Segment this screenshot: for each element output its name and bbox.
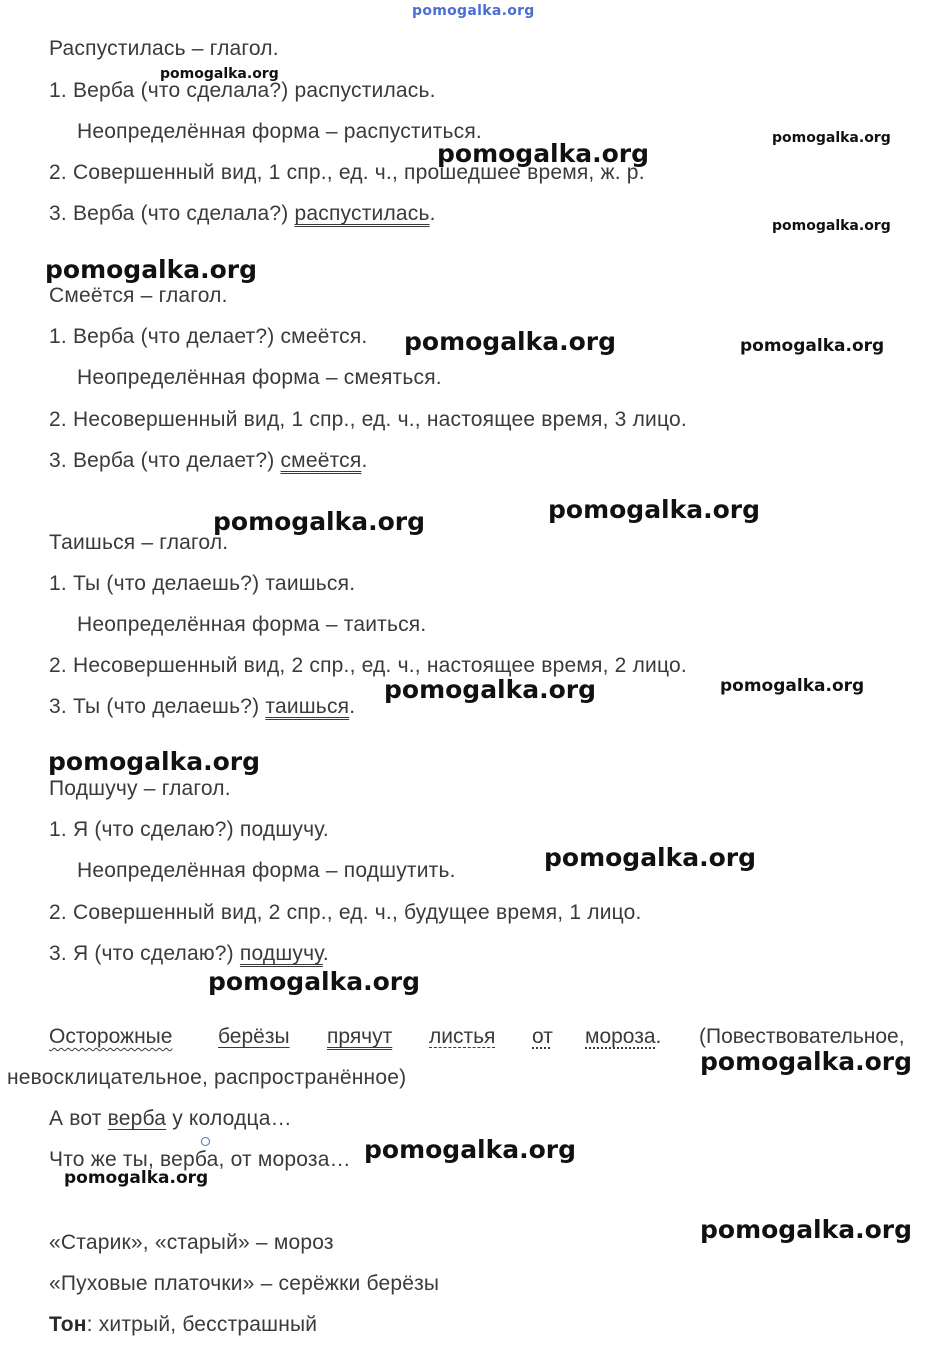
watermark: pomogalka.org [48,747,261,776]
block4-line4-suffix: . [322,942,329,965]
block3-line4-suffix: . [349,695,356,718]
watermark: pomogalka.org [772,218,891,234]
block4-predicate: подшучу [239,942,323,965]
watermark: pomogalka.org [544,843,757,872]
sentence-note-start: (Повествовательное, [699,1025,905,1048]
watermark: pomogalka.org [700,1215,913,1244]
watermark: pomogalka.org [404,327,617,356]
block2-line3: 2. Несовершенный вид, 1 спр., ед. ч., настоящее время, 3 лицо. [49,408,687,431]
block4-title: Подшучу – глагол. [49,777,231,800]
watermark: pomogalka.org [45,255,258,284]
watermark: pomogalka.org [364,1135,577,1164]
sentence-period: . [655,1025,662,1048]
poem-subject: верба [107,1107,167,1130]
poem-line1-prefix: А вот [49,1107,108,1130]
poem-line1-suffix: у колодца… [166,1107,292,1130]
block1-line4-prefix: 3. Верба (что сделала?) [49,202,295,225]
sentence-word-3 [327,1024,392,1050]
block4-line3: 2. Совершенный вид, 2 спр., ед. ч., будущее время, 1 лицо. [49,901,642,924]
sentence-note-end: невосклицательное, распространённое) [7,1066,407,1089]
watermark: pomogalka.org [160,66,279,82]
block4-line4-prefix: 3. Я (что сделаю?) [49,942,240,965]
sentence-word-4 [429,1024,495,1050]
block2-line4-prefix: 3. Верба (что делает?) [49,449,281,472]
block2-line4-suffix: . [361,449,368,472]
sentence-word-2 [218,1024,290,1050]
block3-predicate: таишься [265,695,350,718]
poem-line2: Что же ты, верба, от мороза… [49,1148,351,1171]
header-watermark: pomogalka.org [412,3,535,19]
block3-title: Таишься – глагол. [49,531,229,554]
watermark: pomogalka.org [548,495,761,524]
watermark: pomogalka.org [384,675,597,704]
block1-predicate: распустилась [294,202,430,225]
watermark: pomogalka.org [720,676,865,696]
sentence-word-6 [585,1024,661,1050]
watermark: pomogalka.org [772,130,891,146]
sentence-attribute: Осторожные [49,1025,173,1048]
block3-line1: 1. Ты (что делаешь?) таишься. [49,572,356,595]
block4-line4 [49,941,329,967]
watermark: pomogalka.org [700,1047,913,1076]
block4-line1: 1. Я (что сделаю?) подшучу. [49,818,329,841]
notes-line2: «Пуховые платочки» – серёжки берёзы [49,1272,440,1295]
block2-line1: 1. Верба (что делает?) смеётся. [49,325,368,348]
sentence-object: листья [429,1025,496,1048]
notes-line1: «Старик», «старый» – мороз [49,1231,334,1254]
block1-line1: 1. Верба (что сделала?) распустилась. [49,79,436,102]
sentence-word-1 [49,1024,172,1050]
block1-line3: 2. Совершенный вид, 1 спр., ед. ч., прошедшее время, ж. р. [49,161,645,184]
block1-line4-suffix: . [429,202,436,225]
sentence-circumstance: мороза [585,1025,656,1048]
sentence-word-5 [532,1024,553,1050]
block4-line2: Неопределённая форма – подшутить. [77,859,456,882]
notes-line3 [49,1312,317,1338]
block2-line2: Неопределённая форма – смеяться. [77,366,442,389]
notes-tone-text: : хитрый, бесстрашный [86,1313,318,1336]
block3-line3: 2. Несовершенный вид, 2 спр., ед. ч., настоящее время, 2 лицо. [49,654,687,677]
sentence-preposition: от [532,1025,553,1048]
watermark: pomogalka.org [437,139,650,168]
watermark: pomogalka.org [740,336,885,356]
block1-line4 [49,201,436,227]
block2-predicate: смеётся [280,449,362,472]
block1-title: Распустилась – глагол. [49,37,279,60]
notes-tone-label: Тон [49,1313,87,1336]
watermark: pomogalka.org [213,507,426,536]
watermark: pomogalka.org [208,967,421,996]
block1-line2: Неопределённая форма – распуститься. [77,120,482,143]
poem-line1 [49,1106,292,1132]
watermark: pomogalka.org [64,1168,209,1188]
sentence-predicate: прячут [327,1025,393,1048]
block2-line4 [49,448,367,474]
block3-line4-prefix: 3. Ты (что делаешь?) [49,695,266,718]
sentence-subject: берёзы [218,1025,290,1048]
circle-mark-icon [201,1137,210,1146]
block3-line4 [49,694,355,720]
block2-title: Смеётся – глагол. [49,284,228,307]
block3-line2: Неопределённая форма – таиться. [77,613,427,636]
